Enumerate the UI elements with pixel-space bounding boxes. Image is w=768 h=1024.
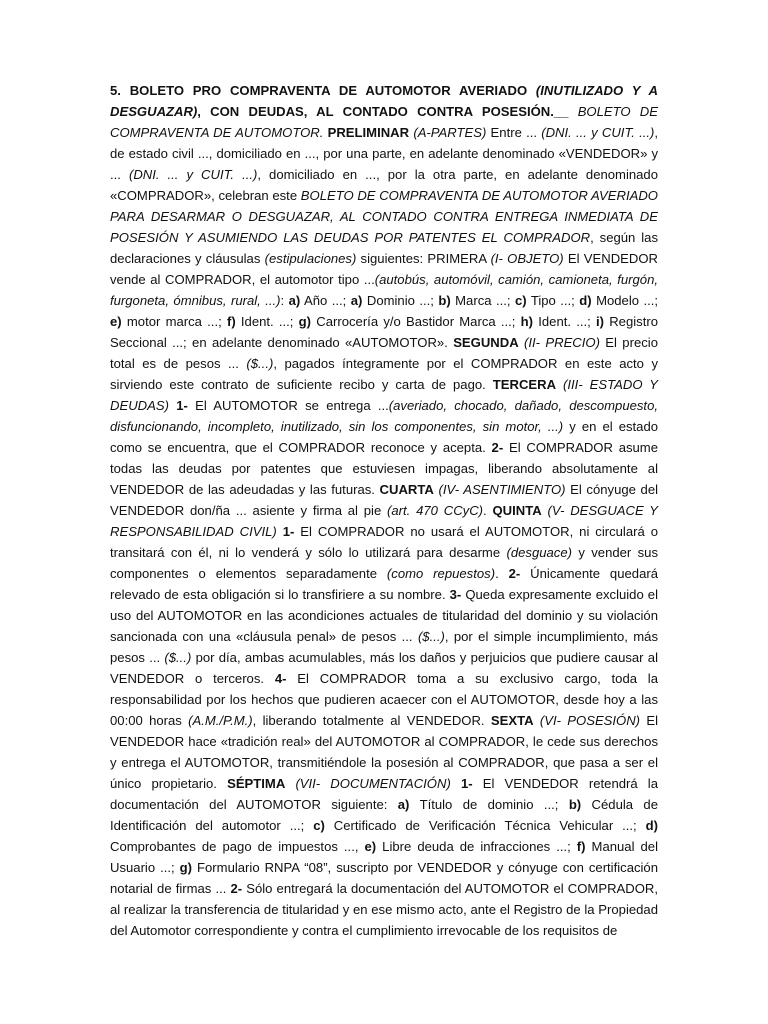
text-run: f) — [576, 839, 586, 854]
text-run: El COMPRADOR no usará el AUTOMOTOR, ni circulará o transitará con él, ni lo venderá y sólo lo utilizará para desarme — [110, 524, 658, 560]
document-page — [110, 80, 658, 941]
text-run: Únicamente quedará relevado de esta obligación si lo transfiriere a su nombre. — [110, 566, 658, 602]
text-run: 2- — [230, 881, 243, 896]
text-run: Libre deuda de infracciones ...; — [376, 839, 577, 854]
text-run: . — [495, 566, 509, 581]
text-run: (DNI. ... y CUIT. ...) — [128, 167, 258, 182]
text-run: El VENDEDOR vende al COMPRADOR, el automotor tipo ... — [110, 251, 658, 287]
text-run: c) — [514, 293, 527, 308]
text-run: El VENDEDOR hace «tradición real» del AUTOMOTOR al COMPRADOR, le cede sus derechos y entrega el AUTOMOTOR, transmitiéndole la posesión al COMPRADOR, que pasa a ser el único propietario. — [110, 713, 658, 791]
text-run: Tipo ...; — [526, 293, 580, 308]
text-run: , por el simple incumplimiento, más pesos ... — [110, 629, 658, 665]
text-run: Formulario RNPA “08”, suscripto por VENDEDOR y cónyuge con certificación notarial de firmas ... — [110, 860, 658, 896]
text-run: El cónyuge del VENDEDOR don/ña ... asiente y firma al pie — [110, 482, 659, 518]
text-run: 3- — [449, 587, 462, 602]
text-run: , CON DEUDAS, AL CONTADO CONTRA POSESIÓN.__ — [197, 104, 569, 119]
text-run: Carrocería y/o Bastidor Marca ...; — [311, 314, 521, 329]
text-run: : — [280, 293, 289, 308]
contract-paragraph — [110, 80, 658, 941]
text-run: d) — [645, 818, 658, 833]
text-run: h) — [520, 314, 534, 329]
text-run: (autobús, automóvil, camión, camioneta, furgón, furgoneta, ómnibus, rural, ...) — [110, 272, 658, 308]
text-run: , de estado civil ..., domiciliado en ..., por una parte, en adelante denominado «VENDEDOR» y ... — [110, 125, 659, 182]
text-run: 1- — [460, 776, 473, 791]
text-run: , pagados íntegramente por el COMPRADOR en este acto y sirviendo este contrato de suficiente recibo y carta de pago. — [110, 356, 658, 392]
text-run: (A-PARTES) — [413, 125, 487, 140]
text-run: SEGUNDA — [453, 335, 519, 350]
text-run: (VII- DOCUMENTACIÓN) — [295, 776, 451, 791]
text-run: 2- — [508, 566, 521, 581]
text-run: Ident. ...; — [235, 314, 299, 329]
text-run: a) — [288, 293, 301, 308]
text-run: (art. 470 CCyC) — [387, 503, 484, 518]
text-run: Dominio ...; — [362, 293, 439, 308]
text-run: e) — [364, 839, 377, 854]
text-run: 1- — [176, 398, 188, 413]
text-run: y en el estado como se encuentra, que el COMPRADOR reconoce y acepta. — [110, 419, 659, 455]
text-run: (III- ESTADO Y DEUDAS) — [110, 377, 658, 413]
text-run: (VI- POSESIÓN) — [539, 713, 641, 728]
text-run: , liberando totalmente al VENDEDOR. — [252, 713, 491, 728]
text-run: b) — [568, 797, 582, 812]
text-run: SEXTA — [490, 713, 534, 728]
text-run: (averiado, chocado, dañado, descompuesto, disfuncionando, incompleto, inutilizado, sin los componentes, sin motor, ...) — [110, 398, 658, 434]
text-run — [285, 776, 295, 791]
text-run: motor marca ...; — [121, 314, 227, 329]
text-run: siguientes: PRIMERA — [356, 251, 491, 266]
text-run: Manual del Usuario ...; — [110, 839, 658, 875]
text-run: BOLETO DE COMPRAVENTA DE AUTOMOTOR. — [110, 104, 658, 140]
text-run: c) — [313, 818, 325, 833]
text-run: El COMPRADOR asume todas las deudas por patentes que estuviesen impagas, liberando absolutamente al VENDEDOR de las adeudadas y las futuras. — [110, 440, 658, 497]
text-run: Sólo entregará la documentación del AUTOMOTOR el COMPRADOR, al realizar la transferencia de titularidad y en ese mismo acto, ante el Registro de la Propiedad del Automotor correspondiente y contra el cumplimiento irrevocable de los requisitos de — [110, 881, 658, 938]
text-run: (I- OBJETO) — [490, 251, 564, 266]
text-run: . — [483, 503, 493, 518]
text-run: El AUTOMOTOR se entrega ... — [187, 398, 389, 413]
text-run: , según las declaraciones y cláusulas — [110, 230, 658, 266]
text-run: e) — [110, 314, 122, 329]
text-run: Comprobantes de pago de impuestos ..., — [110, 839, 365, 854]
text-run: g) — [298, 314, 312, 329]
text-run: por día, ambas acumulables, más los daños y perjuicios que pudiere causar al VENDEDOR o terceros. — [110, 650, 658, 686]
text-run: TERCERA — [492, 377, 557, 392]
text-run: El COMPRADOR toma a su exclusivo cargo, toda la responsabilidad por los hechos que pudieren acaecer con el AUTOMOTOR, desde hoy a las 00:00 horas — [110, 671, 659, 728]
text-run: b) — [438, 293, 451, 308]
text-run: Marca ...; — [450, 293, 515, 308]
text-run: y vender sus componentes o elementos separadamente — [110, 545, 658, 581]
text-run: Ident. ...; — [533, 314, 596, 329]
text-run: 1- — [282, 524, 295, 539]
text-run: ($...) — [417, 629, 445, 644]
text-run: (IV- ASENTIMIENTO) — [438, 482, 566, 497]
text-run: Año ...; — [300, 293, 351, 308]
text-run: a) — [350, 293, 363, 308]
text-run: ($...) — [164, 650, 192, 665]
text-run: (desguace) — [506, 545, 572, 560]
text-run: (V- DESGUACE Y RESPONSABILIDAD CIVIL) — [110, 503, 658, 539]
text-run: BOLETO DE COMPRAVENTA DE AUTOMOTOR AVERIADO PARA DESARMAR O DESGUAZAR, AL CONTADO CONTRA ENTREGA INMEDIATA DE POSESIÓN Y ASUMIENDO LAS DEUDAS POR PATENTES EL COMPRADOR — [110, 188, 658, 245]
text-run: Certificado de Verificación Técnica Vehicular ...; — [324, 818, 646, 833]
text-run: QUINTA — [492, 503, 542, 518]
text-run: SÉPTIMA — [227, 776, 286, 791]
text-run: , domiciliado en ..., por la otra parte, en adelante denominado «COMPRADOR», celebran este — [110, 167, 658, 203]
text-run: Registro Seccional ...; en adelante denominado «AUTOMOTOR». — [110, 314, 658, 350]
text-run: i) — [596, 314, 604, 329]
text-run: PRELIMINAR — [327, 125, 410, 140]
text-run: (DNI. ... y CUIT. ...) — [541, 125, 655, 140]
text-run — [451, 776, 461, 791]
text-run: f) — [226, 314, 236, 329]
text-run: (estipulaciones) — [264, 251, 357, 266]
text-run: (INUTILIZADO Y A DESGUAZAR) — [110, 83, 658, 119]
text-run — [556, 377, 563, 392]
text-run: Queda expresamente excluido el uso del AUTOMOTOR en las acondiciones actuales de titularidad del dominio y su violación sancionada con una «cláusula penal» de pesos ... — [110, 587, 658, 644]
text-run: a) — [397, 797, 410, 812]
text-run: d) — [579, 293, 592, 308]
text-run: 2- — [491, 440, 504, 455]
text-run: (II- PRECIO) — [524, 335, 600, 350]
text-run: CUARTA — [379, 482, 434, 497]
text-run: Entre ... — [486, 125, 542, 140]
text-run: Modelo ...; — [591, 293, 659, 308]
text-run: 4- — [274, 671, 287, 686]
text-run: Título de dominio ...; — [409, 797, 569, 812]
text-run: g) — [179, 860, 193, 875]
text-run: El precio total es de pesos ... — [110, 335, 658, 371]
text-run: (A.M./P.M.) — [188, 713, 253, 728]
text-run: 5. BOLETO PRO COMPRAVENTA DE AUTOMOTOR AVERIADO — [110, 83, 536, 98]
text-run: El VENDEDOR retendrá la documentación del AUTOMOTOR siguiente: — [110, 776, 658, 812]
text-run: Cédula de Identificación del automotor ...; — [110, 797, 658, 833]
text-run: (como repuestos) — [386, 566, 496, 581]
text-run: ($...) — [246, 356, 274, 371]
